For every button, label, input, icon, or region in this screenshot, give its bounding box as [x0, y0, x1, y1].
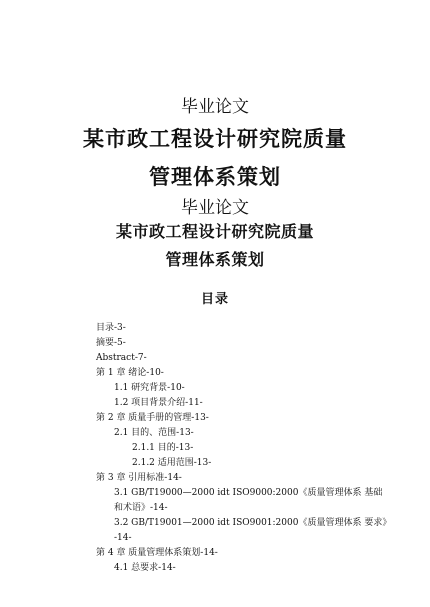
toc-entry[interactable]: 2.1.1 目的-13-: [132, 443, 194, 453]
toc-heading: 目录: [200, 292, 229, 307]
toc-entry[interactable]: 第 2 章 质量手册的管理-13-: [96, 413, 209, 423]
document-title-repeat-line2: 管理体系策划: [165, 250, 265, 269]
toc-entry[interactable]: 4.1 总要求-14-: [114, 563, 176, 573]
toc-entry[interactable]: -14-: [114, 533, 132, 543]
document-title-line1: 某市政工程设计研究院质量: [83, 126, 347, 151]
toc-entry[interactable]: 第 1 章 绪论-10-: [96, 368, 164, 378]
toc-entry[interactable]: 2.1.2 适用范围-13-: [132, 458, 212, 468]
toc-entry[interactable]: 3.1 GB/T19000—2000 idt ISO9000:2000《质量管理体系 基础: [114, 488, 383, 498]
toc-entry[interactable]: 摘要-5-: [96, 338, 126, 348]
document-title-repeat-line1: 某市政工程设计研究院质量: [115, 222, 314, 241]
toc-entry[interactable]: 第 4 章 质量管理体系策划-14-: [96, 548, 218, 558]
toc-entry[interactable]: Abstract-7-: [96, 353, 147, 363]
thesis-label-repeat: 毕业论文: [181, 198, 249, 218]
toc-entry[interactable]: 目录-3-: [96, 323, 126, 333]
toc-entry[interactable]: 1.2 项目背景介绍-11-: [114, 398, 203, 408]
toc-entry[interactable]: 第 3 章 引用标准-14-: [96, 473, 182, 483]
thesis-label: 毕业论文: [181, 97, 249, 117]
document-title-line2: 管理体系策划: [149, 164, 281, 189]
toc-entry[interactable]: 和术语》-14-: [114, 503, 168, 513]
toc-entry[interactable]: 2.1 目的、范围-13-: [114, 428, 194, 438]
toc-entry[interactable]: 3.2 GB/T19001—2000 idt ISO9001:2000《质量管理体系 要求》: [114, 518, 392, 528]
toc-entry[interactable]: 1.1 研究背景-10-: [114, 383, 185, 393]
